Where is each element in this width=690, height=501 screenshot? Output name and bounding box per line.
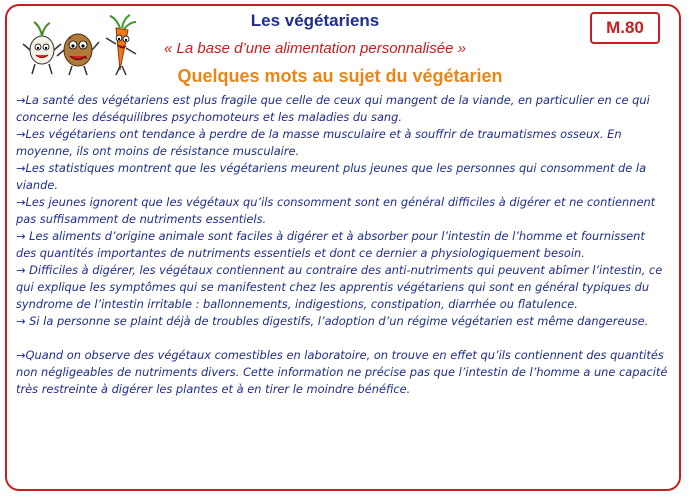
paragraph: → Les aliments d’origine animale sont faciles à digérer et à absorber pour l’intestin de l’homme et fournissent des quantités importantes de nutriments essentiels et dont ce dernier a physiologiquement besoin. [16,229,645,260]
page-subtitle: « La base d’une alimentation personnalisée » [164,40,466,57]
paragraph: →Les végétariens ont tendance à perdre de la masse musculaire et à souffrir de traumatismes osseux. En moyenne, ils ont moins de résistance musculaire. [16,127,622,158]
section-heading: Quelques mots au sujet du végétarien [177,66,503,86]
potato-mascot [57,34,99,75]
paragraph: →Les jeunes ignorent que les végétaux qu’ils consomment sont en général difficiles à digérer et ne contiennent pas suffisamment de nutriments essentiels. [16,195,656,226]
paragraph: → Difficiles à digérer, les végétaux contiennent au contraire des anti-nutriments qui peuvent abîmer l’intestin, ce qui explique les symptômes qui se manifestent chez les apprentis végétariens qui sont en général typiques du syndrome de l’intestin irritable : ballonnements, indigestions, constipation, diarrhée ou flatulence. [16,263,663,311]
page-title: Les végétariens [250,11,380,30]
paragraph: →Quand on observe des végétaux comestibles en laboratoire, on trouve en effet qu’ils contiennent des quantités non négligeables de nutriments divers. Cette information ne précise pas que l’intestin de l’homme a une capacité très restreinte à digérer les plantes et à en tirer le moindre bénéfice. [16,348,668,396]
paragraph-spacer [16,330,668,347]
body-text [16,92,668,398]
paragraph: →La santé des végétariens est plus fragile que celle de ceux qui mangent de la viande, en particulier en ce qui concerne les déséquilibres psychomoteurs et les maladies du sang. [16,93,650,124]
onion-mascot [23,22,61,74]
paragraph: →Les statistiques montrent que les végétariens meurent plus jeunes que les personnes qui consomment de la viande. [16,161,647,192]
document-code-badge: M.80 [590,12,660,44]
paragraph: → Si la personne se plaint déjà de troubles digestifs, l’adoption d’un régime végétarien est même dangereuse. [16,314,649,328]
